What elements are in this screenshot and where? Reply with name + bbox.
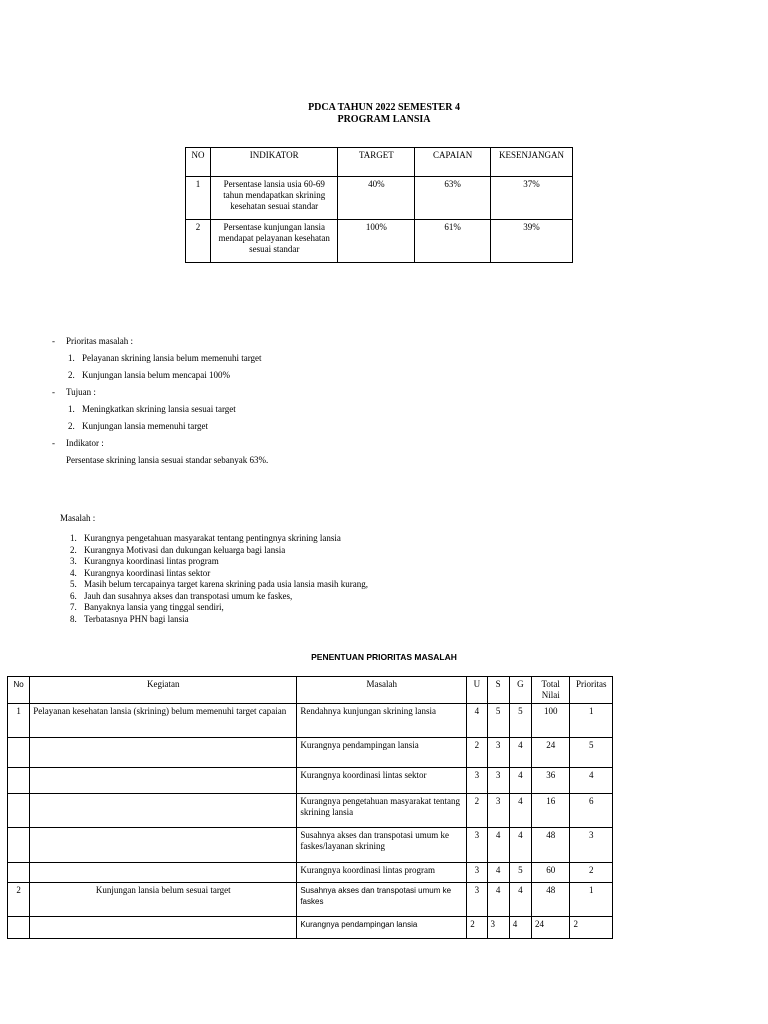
cell-prioritas: 2: [570, 917, 613, 939]
cell-masalah: Kurangnya pendampingan lansia: [297, 917, 467, 939]
cell-u: 3: [467, 828, 487, 863]
cell-total: 16: [532, 794, 570, 828]
masalah-list: 1. Kurangnya pengetahuan masyarakat tentang pentingnya skrining lansia 2. Kurangnya Motivasi dan dukungan keluarga bagi lansia 3. Kurangnya koordinasi lintas program 4. Kurangnya koordinasi lintas sektor 5. Masih belum tercapainya target karena skrining pada usia lansia masih kurang, 6. Jauh dan susahnya akses dan transpotasi umum ke faskes, 7. Banyaknya lansia yang tinggal sendiri, 8. Terbatasnya PHN bagi lansia: [70, 533, 368, 624]
table-row: [8, 704, 613, 738]
indikator-text: Persentase skrining lansia sesuai standar sebanyak 63%.: [66, 455, 269, 465]
cell-g: 4: [509, 794, 531, 828]
cell-total: 48: [532, 883, 570, 917]
indikator-label: Indikator :: [66, 438, 104, 448]
cell-indikator: Persentase lansia usia 60-69 tahun mendapatkan skrining kesehatan sesuai standar: [210, 177, 338, 220]
prioritas-section: - Prioritas masalah : 1. Pelayanan skrining lansia belum memenuhi target 2. Kunjungan lansia belum mencapai 100% - Tujuan : 1. Meningkatkan skrining lansia sesuai target 2. Kunjungan lansia memenuhi target - Indikator : Persentase skrining lansia sesuai standar sebanyak 63%.: [52, 336, 269, 465]
cell-kegiatan: [30, 768, 297, 794]
col-header: U: [467, 677, 487, 704]
list-item: Kurangnya Motivasi dan dukungan keluarga bagi lansia: [84, 544, 286, 555]
cell-s: 4: [487, 883, 509, 917]
masalah-label: Masalah :: [60, 513, 96, 523]
cell-prioritas: 3: [570, 828, 613, 863]
cell-s: 3: [487, 768, 509, 794]
cell-g: 4: [509, 883, 531, 917]
cell-kegiatan: [30, 738, 297, 768]
table-row: [186, 177, 573, 220]
cell-s: 3: [487, 794, 509, 828]
section-title: PENENTUAN PRIORITAS MASALAH: [311, 652, 457, 662]
col-header: Total Nilai: [532, 677, 570, 704]
list-item: Jauh dan susahnya akses dan transpotasi umum ke faskes,: [84, 590, 293, 601]
tujuan-label: Tujuan :: [66, 387, 96, 397]
cell-s: 5: [487, 704, 509, 738]
table-row: [8, 863, 613, 883]
cell-target: 100%: [338, 220, 415, 263]
col-header: No: [8, 677, 30, 704]
cell-no: 1: [8, 704, 30, 738]
list-item: Kurangnya koordinasi lintas sektor: [84, 567, 211, 578]
col-header: NO: [186, 148, 211, 177]
cell-capaian: 61%: [415, 220, 491, 263]
list-item: Kurangnya pengetahuan masyarakat tentang pentingnya skrining lansia: [84, 533, 341, 543]
cell-prioritas: 6: [570, 794, 613, 828]
cell-g: 5: [509, 704, 531, 738]
list-item: Masih belum tercapainya target karena skrining pada usia lansia masih kurang,: [84, 579, 368, 589]
col-header: Prioritas: [570, 677, 613, 704]
cell-no: 2: [186, 220, 211, 263]
col-header: G: [509, 677, 531, 704]
cell-u: 2: [467, 738, 487, 768]
cell-prioritas: 2: [570, 863, 613, 883]
table-row: [8, 794, 613, 828]
cell-s: 4: [487, 828, 509, 863]
cell-kegiatan: [30, 828, 297, 863]
col-header: TARGET: [338, 148, 415, 177]
cell-no: [8, 768, 30, 794]
table-row: [186, 220, 573, 263]
table-row: [8, 768, 613, 794]
table-row: [8, 738, 613, 768]
cell-kegiatan: Kunjungan lansia belum sesuai target: [30, 883, 297, 917]
cell-masalah: Kurangnya koordinasi lintas sektor: [297, 768, 467, 794]
list-item: Kurangnya koordinasi lintas program: [84, 556, 219, 566]
cell-kegiatan: [30, 917, 297, 939]
cell-capaian: 63%: [415, 177, 491, 220]
cell-g: 5: [509, 863, 531, 883]
cell-no: 2: [8, 883, 30, 917]
cell-no: [8, 828, 30, 863]
cell-s: 3: [487, 917, 509, 939]
list-item: Terbatasnya PHN bagi lansia: [84, 613, 189, 624]
cell-no: [8, 794, 30, 828]
list-item: Kunjungan lansia belum mencapai 100%: [82, 370, 230, 380]
table-row: [8, 883, 613, 917]
col-header: KESENJANGAN: [491, 148, 573, 177]
list-item: Meningkatkan skrining lansia sesuai target: [82, 404, 236, 414]
cell-s: 3: [487, 738, 509, 768]
cell-no: [8, 863, 30, 883]
cell-u: 3: [467, 863, 487, 883]
col-header: Kegiatan: [30, 677, 297, 704]
cell-masalah: Kurangnya pengetahuan masyarakat tentang skrining lansia: [297, 794, 467, 828]
cell-masalah: Kurangnya koordinasi lintas program: [297, 863, 467, 883]
prioritas-label: Prioritas masalah :: [66, 336, 133, 346]
list-item: Banyaknya lansia yang tinggal sendiri,: [84, 602, 224, 612]
cell-kesenjangan: 37%: [491, 177, 573, 220]
col-header: CAPAIAN: [415, 148, 491, 177]
cell-no: [8, 917, 30, 939]
pdca-table: [185, 147, 573, 263]
cell-total: 36: [532, 768, 570, 794]
cell-u: 3: [467, 883, 487, 917]
col-header: INDIKATOR: [210, 148, 338, 177]
cell-g: 4: [509, 738, 531, 768]
cell-prioritas: 1: [570, 883, 613, 917]
cell-total: 48: [532, 828, 570, 863]
cell-kegiatan: [30, 863, 297, 883]
cell-target: 40%: [338, 177, 415, 220]
table-row: [8, 917, 613, 939]
col-header: S: [487, 677, 509, 704]
cell-no: 1: [186, 177, 211, 220]
cell-total: 24: [532, 738, 570, 768]
cell-prioritas: 4: [570, 768, 613, 794]
cell-g: 4: [509, 917, 531, 939]
cell-total: 60: [532, 863, 570, 883]
list-item: Kunjungan lansia memenuhi target: [82, 421, 209, 431]
priority-table: [7, 676, 613, 939]
cell-kegiatan: Pelayanan kesehatan lansia (skrining) belum memenuhi target capaian: [30, 704, 297, 738]
cell-g: 4: [509, 828, 531, 863]
cell-indikator: Persentase kunjungan lansia mendapat pelayanan kesehatan sesuai standar: [210, 220, 338, 263]
cell-masalah: Kurangnya pendampingan lansia: [297, 738, 467, 768]
cell-masalah: Susahnya akses dan transpotasi umum ke faskes: [297, 883, 467, 917]
cell-no: [8, 738, 30, 768]
cell-u: 3: [467, 768, 487, 794]
col-header: Masalah: [297, 677, 467, 704]
doc-subtitle: PROGRAM LANSIA: [337, 114, 431, 125]
cell-kesenjangan: 39%: [491, 220, 573, 263]
table-row: [8, 828, 613, 863]
cell-total: 24: [532, 917, 570, 939]
list-item: Pelayanan skrining lansia belum memenuhi target: [82, 353, 262, 363]
cell-prioritas: 5: [570, 738, 613, 768]
cell-u: 4: [467, 704, 487, 738]
cell-prioritas: 1: [570, 704, 613, 738]
cell-u: 2: [467, 917, 487, 939]
doc-title: PDCA TAHUN 2022 SEMESTER 4: [308, 102, 460, 113]
cell-s: 4: [487, 863, 509, 883]
cell-masalah: Susahnya akses dan transpotasi umum ke faskes/layanan skrining: [297, 828, 467, 863]
cell-masalah: Rendahnya kunjungan skrining lansia: [297, 704, 467, 738]
cell-total: 100: [532, 704, 570, 738]
cell-u: 2: [467, 794, 487, 828]
cell-g: 4: [509, 768, 531, 794]
cell-kegiatan: [30, 794, 297, 828]
